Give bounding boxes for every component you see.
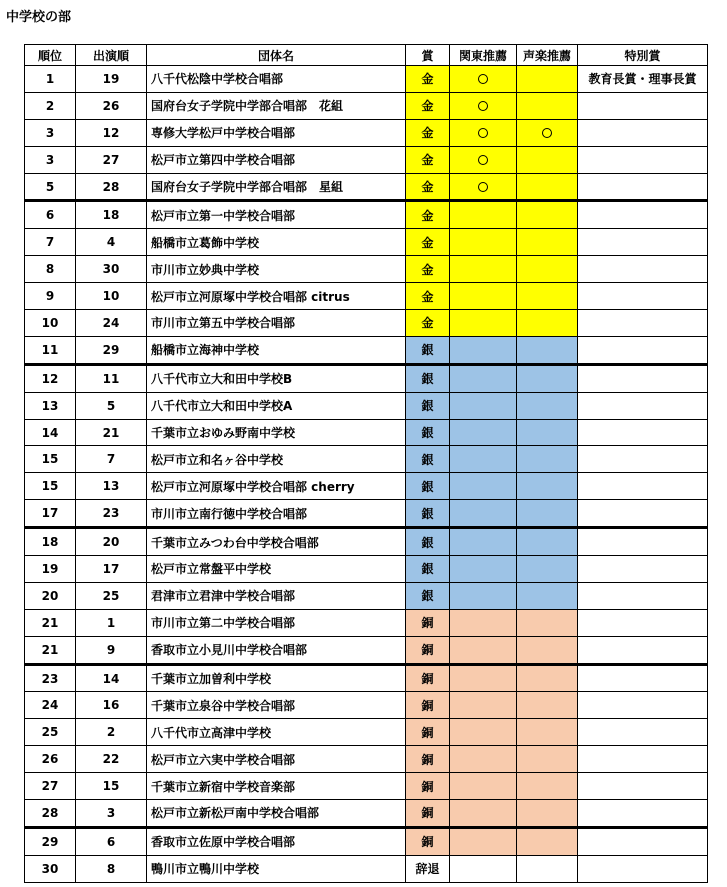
group-name-cell: 船橋市立海神中学校 (147, 336, 406, 364)
rank-cell: 15 (25, 446, 76, 473)
kanto-recommend-cell (450, 119, 517, 146)
rank-cell: 20 (25, 582, 76, 609)
group-name-cell: 松戸市立和名ヶ谷中学校 (147, 446, 406, 473)
order-cell: 1 (76, 609, 147, 636)
special-award-cell (578, 827, 708, 855)
circle-mark-icon (478, 101, 488, 111)
group-name-cell: 千葉市立加曽利中学校 (147, 664, 406, 692)
group-name-cell: 八千代市立高津中学校 (147, 719, 406, 746)
group-name-cell: 千葉市立おゆみ野南中学校 (147, 419, 406, 446)
order-cell: 17 (76, 556, 147, 583)
seigaku-recommend-cell (517, 800, 578, 828)
rank-cell: 13 (25, 392, 76, 419)
award-cell: 銀 (406, 336, 450, 364)
special-award-cell (578, 636, 708, 664)
special-award-cell (578, 473, 708, 500)
seigaku-recommend-cell (517, 146, 578, 173)
table-row (25, 827, 708, 855)
seigaku-recommend-cell (517, 556, 578, 583)
rank-cell: 26 (25, 746, 76, 773)
rank-cell: 3 (25, 146, 76, 173)
rank-cell: 24 (25, 692, 76, 719)
circle-mark-icon (478, 74, 488, 84)
group-name-cell: 千葉市立泉谷中学校合唱部 (147, 692, 406, 719)
rank-cell: 23 (25, 664, 76, 692)
award-cell: 金 (406, 146, 450, 173)
award-cell: 銀 (406, 446, 450, 473)
header-rank: 順位 (25, 45, 76, 66)
award-cell: 金 (406, 283, 450, 310)
seigaku-recommend-cell (517, 201, 578, 229)
seigaku-recommend-cell (517, 582, 578, 609)
award-cell: 銅 (406, 664, 450, 692)
circle-mark-icon (478, 155, 488, 165)
order-cell: 25 (76, 582, 147, 609)
table-row (25, 719, 708, 746)
kanto-recommend-cell (450, 173, 517, 201)
kanto-recommend-cell (450, 310, 517, 337)
table-row (25, 855, 708, 882)
table-row (25, 664, 708, 692)
kanto-recommend-cell (450, 66, 517, 93)
kanto-recommend-cell (450, 528, 517, 556)
seigaku-recommend-cell (517, 229, 578, 256)
kanto-recommend-cell (450, 336, 517, 364)
circle-mark-icon (478, 182, 488, 192)
special-award-cell (578, 146, 708, 173)
rank-cell: 28 (25, 800, 76, 828)
table-row (25, 500, 708, 528)
award-cell: 金 (406, 229, 450, 256)
award-cell: 銀 (406, 500, 450, 528)
group-name-cell: 君津市立君津中学校合唱部 (147, 582, 406, 609)
kanto-recommend-cell (450, 364, 517, 392)
order-cell: 14 (76, 664, 147, 692)
order-cell: 21 (76, 419, 147, 446)
rank-cell: 14 (25, 419, 76, 446)
special-award-cell (578, 773, 708, 800)
rank-cell: 11 (25, 336, 76, 364)
award-cell: 金 (406, 92, 450, 119)
kanto-recommend-cell (450, 392, 517, 419)
kanto-recommend-cell (450, 419, 517, 446)
group-name-cell: 国府台女子学院中学部合唱部 花組 (147, 92, 406, 119)
seigaku-recommend-cell (517, 719, 578, 746)
group-name-cell: 市川市立妙典中学校 (147, 256, 406, 283)
seigaku-recommend-cell (517, 746, 578, 773)
order-cell: 23 (76, 500, 147, 528)
kanto-recommend-cell (450, 229, 517, 256)
seigaku-recommend-cell (517, 173, 578, 201)
group-name-cell: 八千代松陰中学校合唱部 (147, 66, 406, 93)
rank-cell: 12 (25, 364, 76, 392)
award-cell: 銀 (406, 528, 450, 556)
table-row (25, 201, 708, 229)
table-row (25, 800, 708, 828)
special-award-cell (578, 692, 708, 719)
order-cell: 26 (76, 92, 147, 119)
group-name-cell: 市川市立第二中学校合唱部 (147, 609, 406, 636)
table-row (25, 283, 708, 310)
group-name-cell: 市川市立南行徳中学校合唱部 (147, 500, 406, 528)
seigaku-recommend-cell (517, 310, 578, 337)
table-row (25, 392, 708, 419)
rank-cell: 19 (25, 556, 76, 583)
kanto-recommend-cell (450, 201, 517, 229)
kanto-recommend-cell (450, 609, 517, 636)
special-award-cell (578, 582, 708, 609)
rank-cell: 7 (25, 229, 76, 256)
table-row (25, 446, 708, 473)
order-cell: 24 (76, 310, 147, 337)
table-row (25, 582, 708, 609)
table-row (25, 256, 708, 283)
group-name-cell: 八千代市立大和田中学校A (147, 392, 406, 419)
order-cell: 5 (76, 392, 147, 419)
table-row (25, 66, 708, 93)
special-award-cell (578, 283, 708, 310)
table-row (25, 173, 708, 201)
special-award-cell (578, 173, 708, 201)
table-row (25, 692, 708, 719)
award-cell: 金 (406, 256, 450, 283)
group-name-cell: 専修大学松戸中学校合唱部 (147, 119, 406, 146)
group-name-cell: 松戸市立河原塚中学校合唱部 cherry (147, 473, 406, 500)
kanto-recommend-cell (450, 283, 517, 310)
header-group: 団体名 (147, 45, 406, 66)
special-award-cell (578, 419, 708, 446)
group-name-cell: 千葉市立新宿中学校音楽部 (147, 773, 406, 800)
rank-cell: 25 (25, 719, 76, 746)
seigaku-recommend-cell (517, 473, 578, 500)
rank-cell: 2 (25, 92, 76, 119)
award-cell: 金 (406, 201, 450, 229)
order-cell: 27 (76, 146, 147, 173)
order-cell: 4 (76, 229, 147, 256)
award-cell: 金 (406, 173, 450, 201)
kanto-recommend-cell (450, 746, 517, 773)
circle-mark-icon (478, 128, 488, 138)
seigaku-recommend-cell (517, 636, 578, 664)
seigaku-recommend-cell (517, 500, 578, 528)
order-cell: 11 (76, 364, 147, 392)
table-row (25, 229, 708, 256)
seigaku-recommend-cell (517, 92, 578, 119)
header-row (25, 45, 708, 66)
seigaku-recommend-cell (517, 446, 578, 473)
table-row (25, 636, 708, 664)
group-name-cell: 香取市立小見川中学校合唱部 (147, 636, 406, 664)
table-row (25, 146, 708, 173)
group-name-cell: 国府台女子学院中学部合唱部 星組 (147, 173, 406, 201)
kanto-recommend-cell (450, 636, 517, 664)
kanto-recommend-cell (450, 719, 517, 746)
kanto-recommend-cell (450, 556, 517, 583)
special-award-cell (578, 855, 708, 882)
order-cell: 6 (76, 827, 147, 855)
seigaku-recommend-cell (517, 855, 578, 882)
order-cell: 18 (76, 201, 147, 229)
award-cell: 銀 (406, 364, 450, 392)
order-cell: 13 (76, 473, 147, 500)
kanto-recommend-cell (450, 664, 517, 692)
seigaku-recommend-cell (517, 256, 578, 283)
award-cell: 銀 (406, 473, 450, 500)
award-cell: 銅 (406, 719, 450, 746)
seigaku-recommend-cell (517, 609, 578, 636)
special-award-cell (578, 336, 708, 364)
order-cell: 12 (76, 119, 147, 146)
group-name-cell: 市川市立第五中学校合唱部 (147, 310, 406, 337)
table-row (25, 746, 708, 773)
award-cell: 銅 (406, 692, 450, 719)
page-title: 中学校の部 (6, 10, 72, 25)
group-name-cell: 松戸市立河原塚中学校合唱部 citrus (147, 283, 406, 310)
special-award-cell (578, 609, 708, 636)
kanto-recommend-cell (450, 500, 517, 528)
seigaku-recommend-cell (517, 419, 578, 446)
kanto-recommend-cell (450, 827, 517, 855)
order-cell: 16 (76, 692, 147, 719)
table-row (25, 364, 708, 392)
kanto-recommend-cell (450, 773, 517, 800)
order-cell: 22 (76, 746, 147, 773)
rank-cell: 30 (25, 855, 76, 882)
award-cell: 銅 (406, 800, 450, 828)
rank-cell: 21 (25, 609, 76, 636)
group-name-cell: 八千代市立大和田中学校B (147, 364, 406, 392)
seigaku-recommend-cell (517, 392, 578, 419)
group-name-cell: 松戸市立第四中学校合唱部 (147, 146, 406, 173)
rank-cell: 8 (25, 256, 76, 283)
table-row (25, 473, 708, 500)
award-cell: 銀 (406, 419, 450, 446)
group-name-cell: 松戸市立六実中学校合唱部 (147, 746, 406, 773)
special-award-cell (578, 310, 708, 337)
circle-mark-icon (542, 128, 552, 138)
order-cell: 7 (76, 446, 147, 473)
order-cell: 9 (76, 636, 147, 664)
group-name-cell: 松戸市立常盤平中学校 (147, 556, 406, 583)
table-row (25, 336, 708, 364)
seigaku-recommend-cell (517, 827, 578, 855)
group-name-cell: 松戸市立新松戸南中学校合唱部 (147, 800, 406, 828)
kanto-recommend-cell (450, 582, 517, 609)
special-award-cell (578, 800, 708, 828)
special-award-cell (578, 528, 708, 556)
rank-cell: 21 (25, 636, 76, 664)
special-award-cell (578, 119, 708, 146)
order-cell: 19 (76, 66, 147, 93)
special-award-cell (578, 719, 708, 746)
kanto-recommend-cell (450, 800, 517, 828)
seigaku-recommend-cell (517, 773, 578, 800)
rank-cell: 9 (25, 283, 76, 310)
header-order: 出演順 (76, 45, 147, 66)
header-award: 賞 (406, 45, 450, 66)
rank-cell: 1 (25, 66, 76, 93)
table-row (25, 119, 708, 146)
order-cell: 10 (76, 283, 147, 310)
table-row (25, 92, 708, 119)
kanto-recommend-cell (450, 92, 517, 119)
special-award-cell (578, 256, 708, 283)
rank-cell: 3 (25, 119, 76, 146)
special-award-cell (578, 229, 708, 256)
rank-cell: 6 (25, 201, 76, 229)
kanto-recommend-cell (450, 146, 517, 173)
rank-cell: 10 (25, 310, 76, 337)
rank-cell: 27 (25, 773, 76, 800)
seigaku-recommend-cell (517, 336, 578, 364)
special-award-cell (578, 746, 708, 773)
seigaku-recommend-cell (517, 66, 578, 93)
header-kanto: 関東推薦 (450, 45, 517, 66)
kanto-recommend-cell (450, 256, 517, 283)
order-cell: 3 (76, 800, 147, 828)
rank-cell: 5 (25, 173, 76, 201)
table-row (25, 609, 708, 636)
kanto-recommend-cell (450, 446, 517, 473)
table-row (25, 556, 708, 583)
seigaku-recommend-cell (517, 364, 578, 392)
award-cell: 銅 (406, 609, 450, 636)
award-cell: 金 (406, 66, 450, 93)
order-cell: 15 (76, 773, 147, 800)
special-award-cell: 教育長賞・理事長賞 (578, 66, 708, 93)
kanto-recommend-cell (450, 692, 517, 719)
header-seigaku: 声楽推薦 (517, 45, 578, 66)
seigaku-recommend-cell (517, 119, 578, 146)
award-cell: 金 (406, 119, 450, 146)
table-row (25, 419, 708, 446)
order-cell: 29 (76, 336, 147, 364)
kanto-recommend-cell (450, 473, 517, 500)
special-award-cell (578, 664, 708, 692)
special-award-cell (578, 392, 708, 419)
group-name-cell: 鴨川市立鴨川中学校 (147, 855, 406, 882)
header-special: 特別賞 (578, 45, 708, 66)
award-cell: 辞退 (406, 855, 450, 882)
group-name-cell: 千葉市立みつわ台中学校合唱部 (147, 528, 406, 556)
special-award-cell (578, 92, 708, 119)
award-cell: 銀 (406, 556, 450, 583)
award-cell: 銅 (406, 773, 450, 800)
award-cell: 銅 (406, 636, 450, 664)
rank-cell: 17 (25, 500, 76, 528)
special-award-cell (578, 500, 708, 528)
group-name-cell: 松戸市立第一中学校合唱部 (147, 201, 406, 229)
results-table (24, 44, 708, 883)
order-cell: 20 (76, 528, 147, 556)
rank-cell: 18 (25, 528, 76, 556)
group-name-cell: 香取市立佐原中学校合唱部 (147, 827, 406, 855)
special-award-cell (578, 201, 708, 229)
seigaku-recommend-cell (517, 692, 578, 719)
award-cell: 金 (406, 310, 450, 337)
special-award-cell (578, 446, 708, 473)
kanto-recommend-cell (450, 855, 517, 882)
group-name-cell: 船橋市立葛飾中学校 (147, 229, 406, 256)
order-cell: 8 (76, 855, 147, 882)
award-cell: 銀 (406, 582, 450, 609)
table-row (25, 773, 708, 800)
seigaku-recommend-cell (517, 528, 578, 556)
award-cell: 銅 (406, 746, 450, 773)
award-cell: 銅 (406, 827, 450, 855)
seigaku-recommend-cell (517, 664, 578, 692)
special-award-cell (578, 364, 708, 392)
order-cell: 28 (76, 173, 147, 201)
award-cell: 銀 (406, 392, 450, 419)
rank-cell: 29 (25, 827, 76, 855)
special-award-cell (578, 556, 708, 583)
order-cell: 2 (76, 719, 147, 746)
seigaku-recommend-cell (517, 283, 578, 310)
order-cell: 30 (76, 256, 147, 283)
table-row (25, 310, 708, 337)
table-row (25, 528, 708, 556)
rank-cell: 15 (25, 473, 76, 500)
